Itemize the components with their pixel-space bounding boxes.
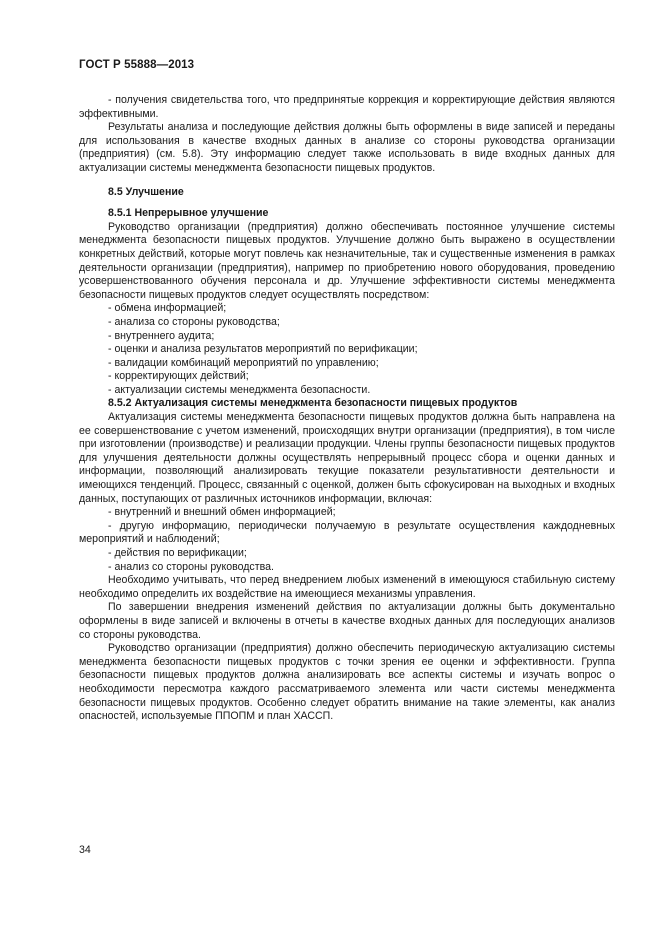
list-item: - внутреннего аудита; bbox=[108, 329, 215, 342]
paragraph-8-5-2-text3: По завершении внедрения изменений действия по актуализации должны быть документально оформлены в виде записей и включены в отчеты в качестве входных данных для последующих анализов со стороны руководства. bbox=[79, 601, 615, 641]
subsection-title-8-5-1: 8.5.1 Непрерывное улучшение bbox=[108, 207, 269, 220]
list-item: - анализа со стороны руководства; bbox=[108, 315, 280, 328]
list-item: - внутренний и внешний обмен информацией; bbox=[108, 506, 336, 519]
list-item: - другую информацию, периодически получаемую в результате осуществления каждодневных мероприятий и наблюдений; bbox=[79, 519, 615, 546]
list-item: - обмена информацией; bbox=[108, 302, 227, 315]
section-title-8-5: 8.5 Улучшение bbox=[108, 185, 184, 198]
subsection-title-8-5-2: 8.5.2 Актуализация системы менеджмента безопасности пищевых продуктов bbox=[108, 397, 518, 410]
paragraph-analysis-results: Результаты анализа и последующие действия должны быть оформлены в виде записей и переданы для использования в качестве входных данных в анализе со стороны руководства организации (предприятия) (см. 5.8). Эту информацию следует также использовать в виде входных данных для актуализации системы менеджмента безопасности пищевых продуктов. bbox=[79, 121, 615, 174]
paragraph-8-5-2-text2: Необходимо учитывать, что перед внедрением любых изменений в имеющуюся стабильную систему необходимо определить их воздействие на имеющиеся механизмы управления. bbox=[79, 574, 615, 600]
paragraph-8-5-1-text: Руководство организации (предприятия) должно обеспечивать постоянное улучшение системы менеджмента безопасности пищевых продуктов. Улучшение должно быть выражено в осуществлении конкретных действий, которые могут повлечь как незначительные, так и существенные изменения в рамках деятельности организации (предприятия), например по приобретению нового оборудования, проведению усовершенствованного обучения персонала и др. Улучшение эффективности системы менеджмента безопасности пищевых продуктов следует осуществлять посредством: bbox=[79, 220, 615, 301]
paragraph-effectiveness: - получения свидетельства того, что предпринятые коррекция и корректирующие действия являются эффективными. bbox=[79, 94, 615, 120]
page-number: 34 bbox=[79, 844, 91, 856]
list-item: - корректирующих действий; bbox=[108, 370, 249, 383]
page-content bbox=[79, 94, 615, 724]
paragraph-8-5-2-text1: Актуализация системы менеджмента безопасности пищевых продуктов должна быть направлена на ее совершенствование с учетом изменений, происходящих внутри организации (предприятия), в том числе при изготовлении (производстве) и реализации продукции. Члены группы безопасности пищевых продуктов для улучшения деятельности должны осуществлять непрерывный процесс сбора и оценки данных и информации, позволяющий анализировать текущие показатели результативности деятельности и имеющихся тенденций. Процесс, связанный с оценкой, должен быть сфокусирован на выходных и входных данных, поступающих от различных источников информации, включая: bbox=[79, 411, 615, 505]
list-item: - оценки и анализа результатов мероприятий по верификации; bbox=[108, 343, 418, 356]
list-item: - анализ со стороны руководства. bbox=[108, 560, 274, 573]
paragraph-8-5-2-text4: Руководство организации (предприятия) должно обеспечить периодическую актуализацию системы менеджмента безопасности пищевых продуктов с точки зрения ее оценки и эффективности. Группа безопасности пищевых продуктов должна анализировать все аспекты системы и изучать вопрос о необходимости пересмотра каждого рассматриваемого элемента или части системы менеджмента безопасности пищевых продуктов. Особенно следует обратить внимание на такие элементы, как анализ опасностей, используемые ППОПМ и план ХАССП. bbox=[79, 642, 615, 723]
list-item: - актуализации системы менеджмента безопасности. bbox=[108, 383, 371, 396]
page-header-standard-code: ГОСТ Р 55888—2013 bbox=[79, 59, 195, 71]
list-item: - действия по верификации; bbox=[108, 547, 247, 559]
list-item: - валидации комбинаций мероприятий по управлению; bbox=[108, 356, 379, 369]
